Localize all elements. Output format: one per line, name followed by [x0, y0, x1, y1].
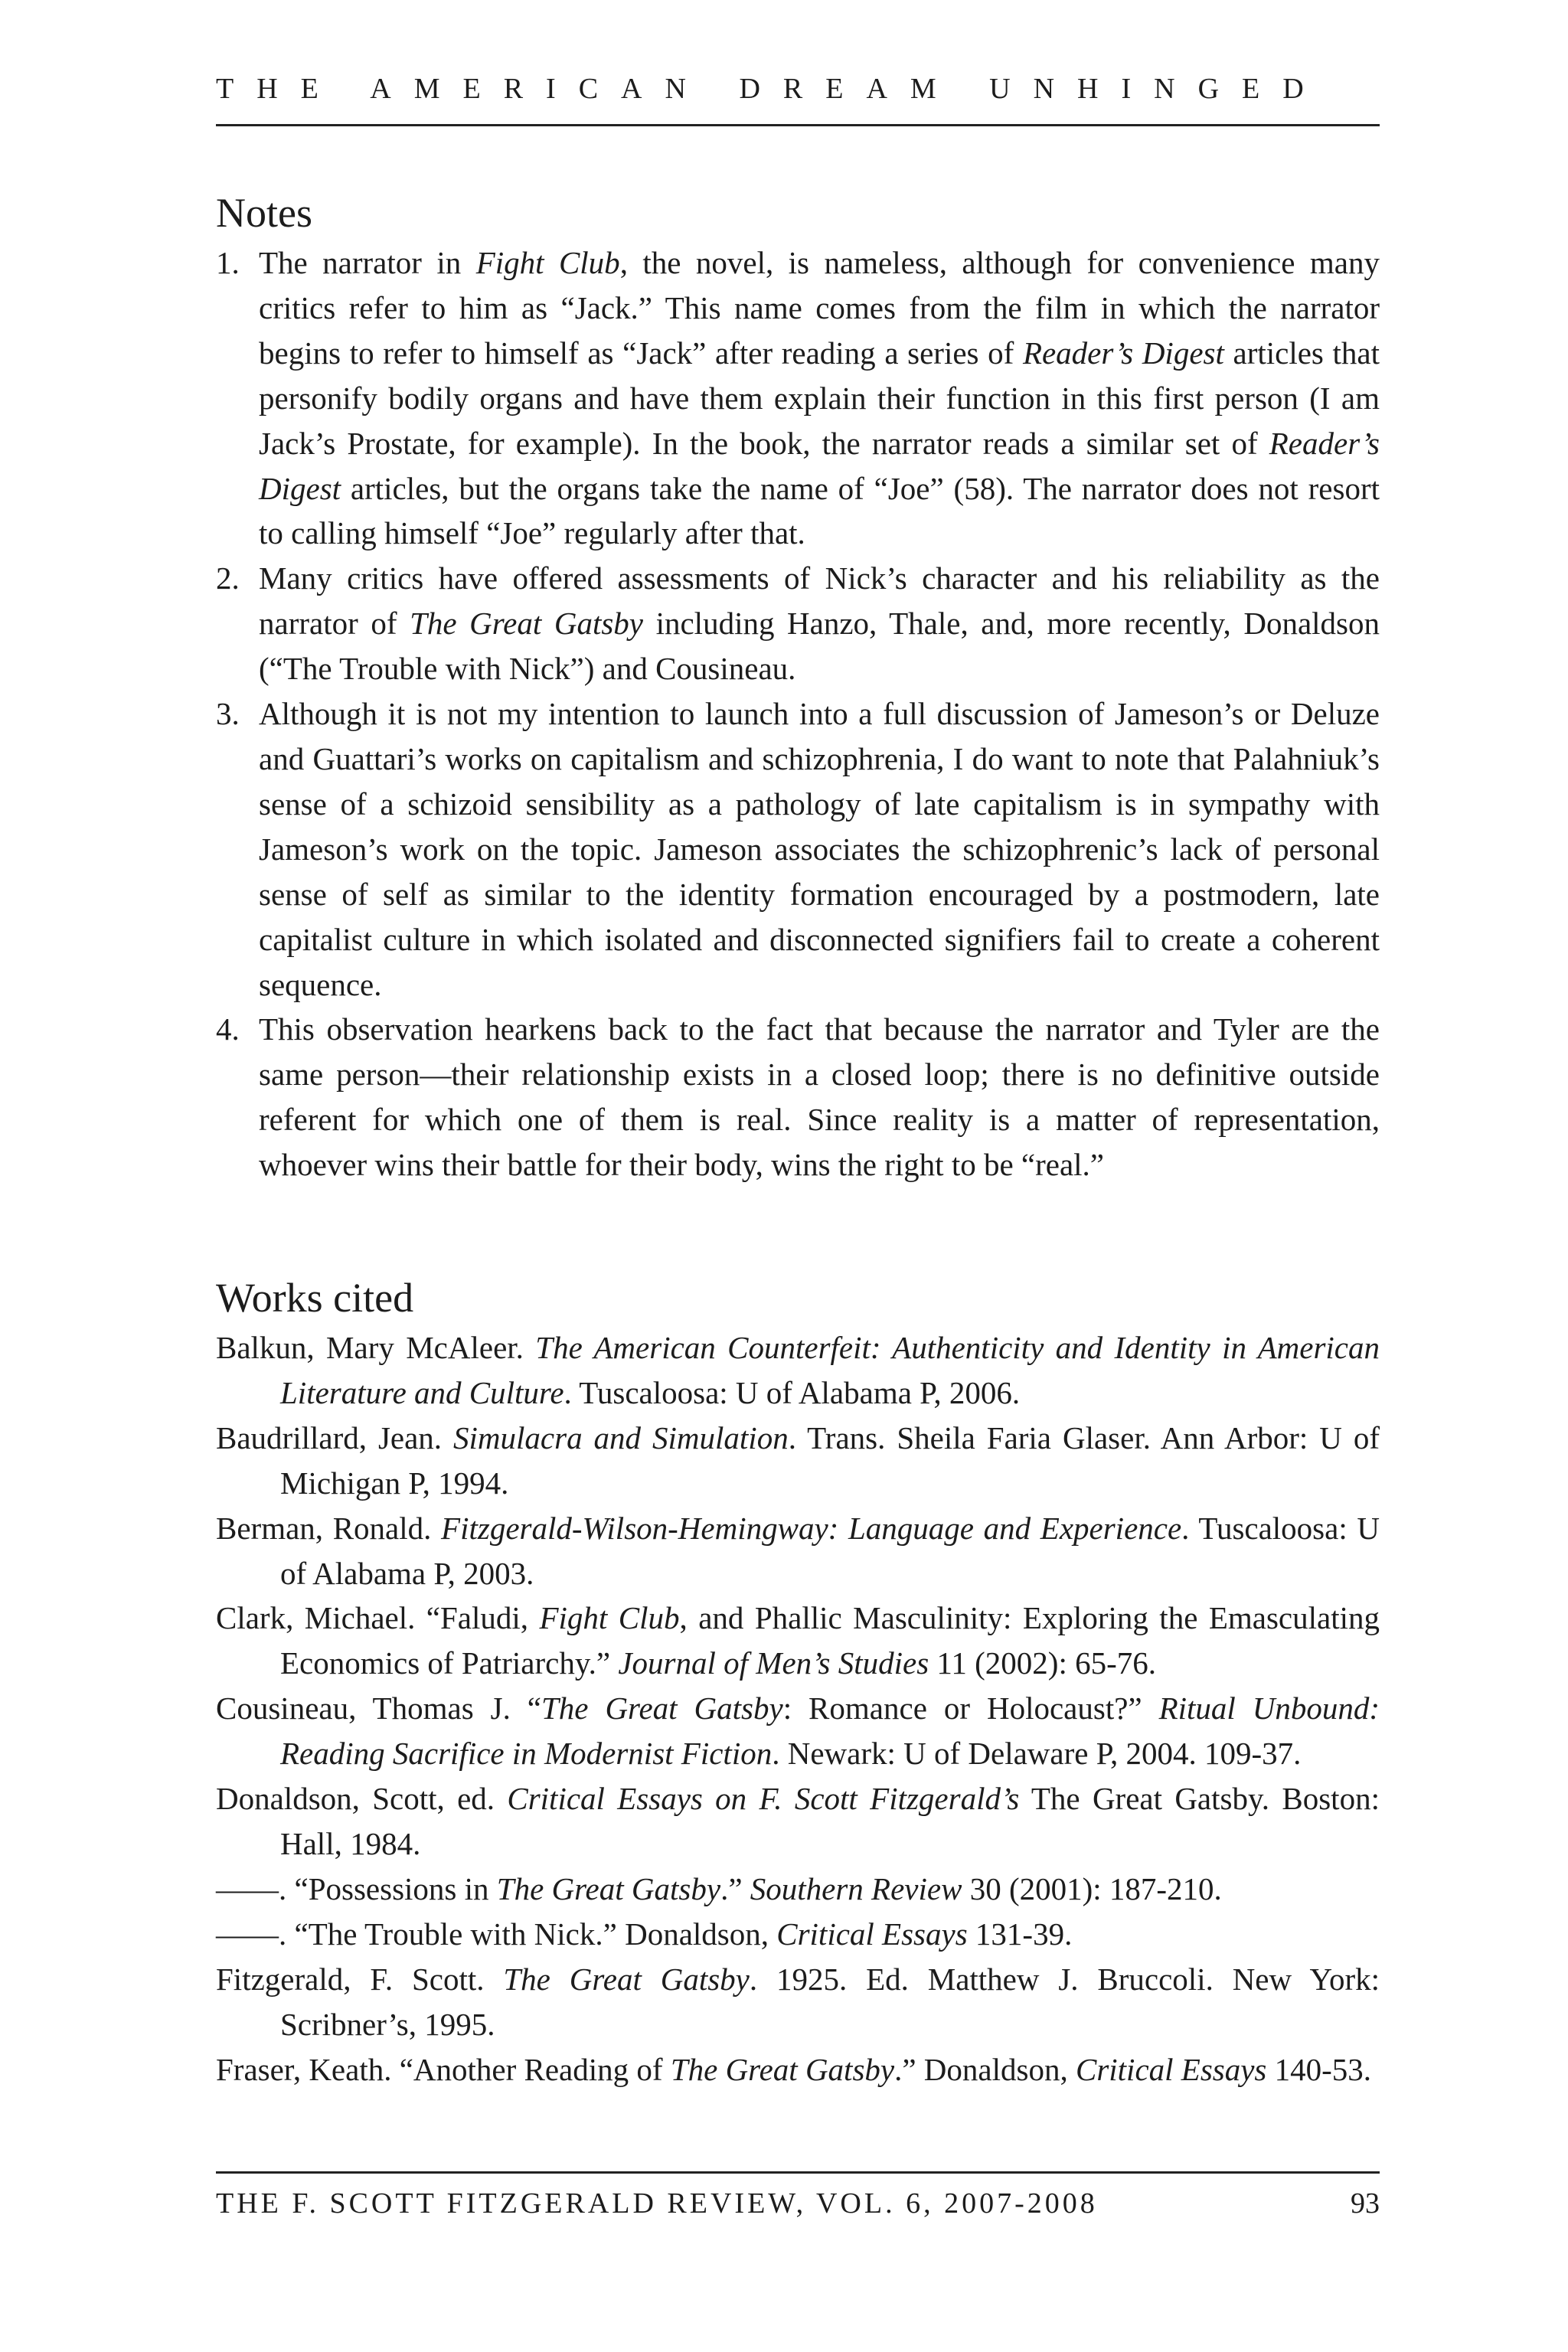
italic-title-run: Reader’s Digest [259, 425, 1380, 506]
text-run: Donaldson, Scott, ed. [216, 1781, 508, 1817]
text-run: . Tuscaloosa: U of Alabama P, 2003. [280, 1510, 1380, 1591]
text-run: Fitzgerald, F. Scott. [216, 1961, 504, 1997]
running-head: THE AMERICAN DREAM UNHINGED [216, 73, 1327, 105]
italic-title-run: The American Counterfeit: Authenticity and Identity in American Literature and Culture [280, 1330, 1380, 1410]
note-1 [216, 240, 1380, 556]
note-number: 1. [216, 245, 240, 280]
italic-title-run: Critical Essays [1075, 2051, 1267, 2087]
text-run: Berman, Ronald. [216, 1510, 442, 1546]
notes-heading: Notes [216, 190, 312, 236]
text-run: 140-53. [1266, 2051, 1372, 2087]
citation-entry [216, 1957, 1380, 2047]
text-run: The Great Gatsby. Boston: Hall, 1984. [280, 1781, 1380, 1861]
text-run: ——. “Possessions in [216, 1870, 497, 1906]
page-number: 93 [1351, 2187, 1380, 2220]
text-run: Many critics have offered assessments of Nick’s character and his reliability as the narrator of [259, 560, 1380, 642]
journal-citation: THE F. SCOTT FITZGERALD REVIEW, VOL. 6, 2007-2008 [216, 2187, 1098, 2220]
italic-title-run: Simulacra and Simulation [453, 1419, 789, 1455]
italic-title-run: Ritual Unbound: Reading Sacrifice in Modernist Fiction [280, 1690, 1380, 1772]
text-run: Balkun, Mary McAleer. [216, 1330, 536, 1366]
citation-entry [216, 1325, 1380, 1416]
italic-title-run: Fitzgerald-Wilson-Hemingway: Language and Experience [441, 1510, 1182, 1546]
italic-title-run: Fight Club [475, 245, 620, 280]
note-text [259, 245, 1380, 550]
text-run: . 1925. Ed. Matthew J. Bruccoli. New York: Scribner’s, 1995. [280, 1961, 1380, 2042]
text-run: Clark, Michael. “Faludi, [216, 1600, 540, 1636]
text-run: 30 (2001): 187-210. [962, 1870, 1222, 1906]
italic-title-run: The Great Gatsby [670, 2051, 895, 2087]
text-run: articles, but the organs take the name of “Joe” (58). The narrator does not resort to calling himself “Joe” regularly after that. [259, 470, 1380, 551]
note-number: 2. [216, 560, 240, 596]
text-run: Baudrillard, Jean. [216, 1419, 454, 1455]
citation-entry [216, 1596, 1380, 1686]
italic-title-run: Journal of Men’s Studies [618, 1645, 929, 1681]
text-run: including Hanzo, Thale, and, more recently, Donaldson (“The Trouble with Nick”) and Cousineau. [259, 606, 1380, 687]
note-text [259, 696, 1380, 1001]
note-4 [216, 1007, 1380, 1187]
italic-title-run: Fight Club [539, 1600, 680, 1636]
citation-entry [216, 1686, 1380, 1776]
works-cited-heading: Works cited [216, 1275, 414, 1321]
works-cited-list [216, 1325, 1380, 2092]
text-run: Although it is not my intention to launch into a full discussion of Jameson’s or Deluze and Guattari’s works on capitalism and schizophrenia, I do want to note that Palahniuk’s sense of a schizoid sensibility as a pathology of late capitalism is in sympathy with Jameson’s work on the topic. Jameson associates the schizophrenic’s lack of personal sense of self as similar to the identity formation encouraged by a postmodern, late capitalist culture in which isolated and disconnected signifiers fail to create a coherent sequence. [259, 696, 1380, 1002]
italic-title-run: Critical Essays on F. Scott Fitzgerald’s [507, 1781, 1020, 1817]
text-run: .” [720, 1870, 750, 1906]
italic-title-run: The Great Gatsby [496, 1870, 721, 1906]
note-text [259, 560, 1380, 686]
header-rule [216, 124, 1380, 126]
note-text [259, 1011, 1380, 1182]
citation-entry [216, 1867, 1380, 1912]
notes-list [216, 240, 1380, 1187]
text-run: Cousineau, Thomas J. “ [216, 1690, 541, 1726]
citation-entry [216, 2047, 1380, 2092]
text-run: . Trans. Sheila Faria Glaser. Ann Arbor: U of Michigan P, 1994. [280, 1419, 1380, 1501]
italic-title-run: The Great Gatsby [410, 606, 644, 642]
page-body [216, 188, 1380, 2092]
text-run: : Romance or Holocaust?” [782, 1690, 1159, 1726]
text-run: , the novel, is nameless, although for convenience many critics refer to him as “Jack.” This name comes from the film in which the narrator begins to refer to himself as “Jack” after reading a series of [259, 245, 1380, 371]
text-run: , and Phallic Masculinity: Exploring the Emasculating Economics of Patriarchy.” [280, 1600, 1380, 1681]
footer-rule [216, 2171, 1380, 2174]
text-run: ——. “The Trouble with Nick.” Donaldson, [216, 1916, 777, 1952]
text-run: 11 (2002): 65-76. [929, 1645, 1156, 1681]
italic-title-run: Critical Essays [776, 1916, 968, 1952]
text-run: . Newark: U of Delaware P, 2004. 109-37. [772, 1736, 1302, 1772]
text-run: Fraser, Keath. “Another Reading of [216, 2051, 671, 2087]
text-run: articles that personify bodily organs and have them explain their function in this first person (I am Jack’s Prostate, for example). In the book, the narrator reads a similar set of [259, 335, 1380, 461]
text-run: 131-39. [967, 1916, 1073, 1952]
italic-title-run: The Great Gatsby [503, 1961, 750, 1997]
citation-entry [216, 1776, 1380, 1867]
note-3 [216, 691, 1380, 1007]
italic-title-run: The Great Gatsby [541, 1690, 783, 1726]
italic-title-run: Southern Review [750, 1870, 962, 1906]
italic-title-run: Reader’s Digest [1022, 335, 1224, 371]
note-number: 3. [216, 696, 240, 732]
page-footer [216, 2182, 1380, 2225]
citation-entry [216, 1506, 1380, 1596]
citation-entry [216, 1416, 1380, 1506]
citation-entry [216, 1912, 1380, 1957]
note-number: 4. [216, 1011, 240, 1047]
text-run: . Tuscaloosa: U of Alabama P, 2006. [564, 1374, 1021, 1410]
text-run: This observation hearkens back to the fact that because the narrator and Tyler are the same person—their relationship exists in a closed loop; there is no definitive outside referent for which one of them is real. Since reality is a matter of representation, whoever wins their battle for their body, wins the right to be “real.” [259, 1011, 1380, 1183]
text-run: The narrator in [259, 245, 476, 280]
text-run: .” Donaldson, [894, 2051, 1076, 2087]
note-2 [216, 556, 1380, 691]
